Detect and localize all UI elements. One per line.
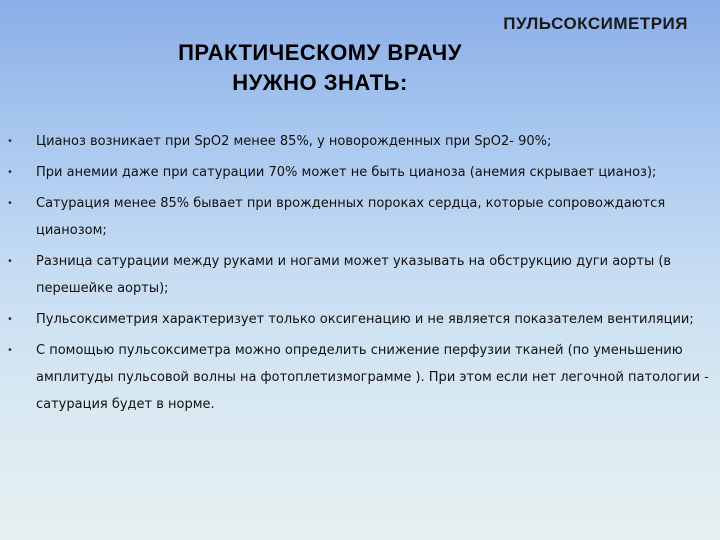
bullet-list xyxy=(0,128,720,422)
bullet-item xyxy=(0,190,720,244)
section-label: ПУЛЬСОКСИМЕТРИЯ xyxy=(503,14,688,33)
bullet-item xyxy=(0,306,720,333)
page-title xyxy=(100,38,540,98)
bullet-item xyxy=(0,248,720,302)
bullet-item xyxy=(0,159,720,186)
bullet-text: Цианоз возникает при SpO2 менее 85%, у новорожденных при SpO2- 90%; xyxy=(36,134,552,149)
bullet-icon: • xyxy=(7,136,13,147)
bullet-icon: • xyxy=(7,314,13,325)
bullet-icon: • xyxy=(7,198,13,209)
bullet-icon: • xyxy=(7,345,13,356)
bullet-text: Сатурация менее 85% бывает при врожденных пороках сердца, которые сопровождаются цианозом; xyxy=(36,196,666,238)
bullet-text: При анемии даже при сатурации 70% может не быть цианоза (анемия скрывает цианоз); xyxy=(36,165,657,180)
bullet-text: Пульсоксиметрия характеризует только оксигенацию и не является показателем вентиляции; xyxy=(36,312,694,327)
page-title-line-1: ПРАКТИЧЕСКОМУ ВРАЧУ xyxy=(178,40,462,65)
bullet-icon: • xyxy=(7,167,13,178)
bullet-item xyxy=(0,128,720,155)
page-title-line-2: НУЖНО ЗНАТЬ: xyxy=(232,70,408,95)
bullet-icon: • xyxy=(7,256,13,267)
bullet-text: С помощью пульсоксиметра можно определить снижение перфузии тканей (по уменьшению амплитуды пульсовой волны на фотоплетизмограмме ). При этом если нет легочной патологии - сатурация будет в норме. xyxy=(36,343,709,412)
bullet-item xyxy=(0,337,720,418)
bullet-text: Разница сатурации между руками и ногами может указывать на обструкцию дуги аорты (в перешейке аорты); xyxy=(36,254,672,296)
